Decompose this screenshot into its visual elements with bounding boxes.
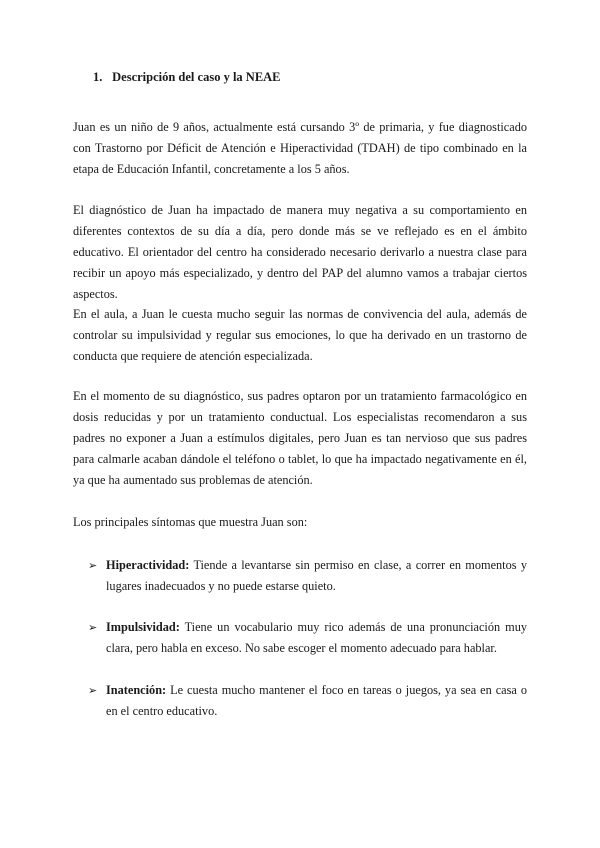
paragraph-symptoms-intro: Los principales síntomas que muestra Juan son: (73, 515, 308, 529)
symptom-term: Inatención: (106, 683, 167, 697)
section-number: 1. (93, 70, 103, 84)
symptom-term: Impulsividad: (106, 620, 180, 634)
symptom-item-inatencion (88, 680, 527, 722)
symptom-text: Tiende a levantarse sin permiso en clase, a correr en momentos y lugares inadecuados y no puede estarse quieto. (106, 558, 527, 593)
arrow-bullet-icon: ➢ (88, 559, 98, 572)
paragraph-treatment: En el momento de su diagnóstico, sus padres optaron por un tratamiento farmacológico en dosis reducidas y por un tratamiento conductual. Los especialistas recomendaron a sus padres no exponer a Juan a estímulos digitales, pero Juan es tan nervioso que sus padres para calmarle acaban dándole el teléfono o tablet, lo que ha impactado negativamente en él, ya que ha aumentado sus problemas de atención. (73, 389, 527, 487)
arrow-bullet-icon: ➢ (88, 621, 98, 634)
symptom-term: Hiperactividad: (106, 558, 190, 572)
arrow-bullet-icon: ➢ (88, 684, 98, 697)
paragraph-diagnosis: Juan es un niño de 9 años, actualmente está cursando 3º de primaria, y fue diagnosticado con Trastorno por Déficit de Atención e Hiperactividad (TDAH) de tipo combinado en la etapa de Educación Infantil, concretamente a los 5 años. (73, 120, 527, 176)
section-heading (93, 70, 281, 85)
symptom-text: Tiene un vocabulario muy rico además de una pronunciación muy clara, pero habla en exceso. No sabe escoger el momento adecuado para hablar. (106, 620, 527, 655)
symptom-item-hiperactividad (88, 555, 527, 597)
symptom-text: Le cuesta mucho mantener el foco en tareas o juegos, ya sea en casa o en el centro educativo. (106, 683, 527, 718)
paragraph-classroom: En el aula, a Juan le cuesta mucho seguir las normas de convivencia del aula, además de controlar su impulsividad y regular sus emociones, lo que ha derivado en un trastorno de conducta que requiere de atención especializada. (73, 307, 527, 363)
section-title: Descripción del caso y la NEAE (112, 70, 281, 84)
paragraph-impact: El diagnóstico de Juan ha impactado de manera muy negativa a su comportamiento en diferentes contextos de su día a día, pero donde más se ve reflejado es en el ámbito educativo. El orientador del centro ha considerado necesario derivarlo a nuestra clase para recibir un apoyo más especializado, y dentro del PAP del alumno vamos a trabajar ciertos aspectos. (73, 203, 527, 301)
symptom-item-impulsividad (88, 617, 527, 659)
